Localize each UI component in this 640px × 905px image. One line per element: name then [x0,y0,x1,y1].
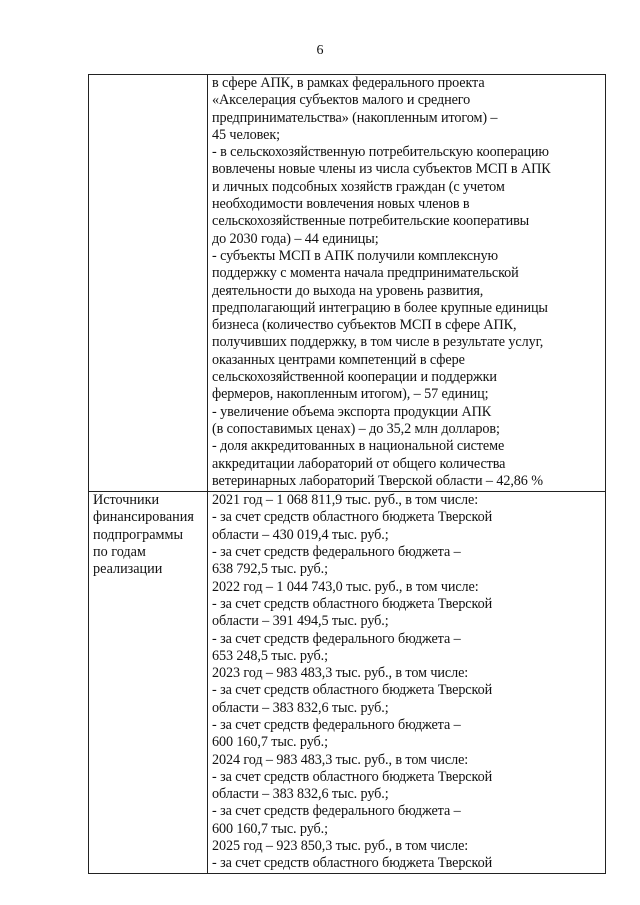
content-text-line: - увеличение объема экспорта продукции АПК [212,403,492,420]
content-text-line: области – 430 019,4 тыс. руб.; [212,526,389,543]
financing-content [212,492,602,873]
content-text-line: сельскохозяйственной кооперации и поддержки [212,369,497,386]
content-text-line: 638 792,5 тыс. руб.; [212,561,328,578]
content-text-line: и личных подсобных хозяйств граждан (с учетом [212,178,505,195]
content-text-line: получивших поддержку, в том числе в результате услуг, [212,334,544,351]
results-label-cell [89,75,208,492]
content-text-line: - доля аккредитованных в национальной системе [212,438,505,455]
content-text-line: поддержку с момента начала предпринимательской [212,265,519,282]
content-text-line: (в сопоставимых ценах) – до 35,2 млн долларов; [212,420,500,437]
content-text-line: 653 248,5 тыс. руб.; [212,647,328,664]
content-text-line: необходимости вовлечения новых членов в [212,196,470,213]
content-text-line: «Акселерация субъектов малого и среднего [212,92,471,109]
content-text-line: 45 человек; [212,126,280,143]
content-text-line: области – 383 832,6 тыс. руб.; [212,786,389,803]
content-text-line: - за счет средств областного бюджета Тверской [212,768,493,785]
content-text-line: 2021 год – 1 068 811,9 тыс. руб., в том числе: [212,492,479,509]
passport-table [88,74,606,874]
content-text-line: - за счет средств областного бюджета Тверской [212,855,493,872]
content-text-line: аккредитации лабораторий от общего количества [212,455,506,472]
content-text-line: - за счет средств федерального бюджета – [212,716,461,733]
content-text-line: 2022 год – 1 044 743,0 тыс. руб., в том числе: [212,578,479,595]
table-row-financing [89,492,606,874]
content-text-line: вовлечены новые члены из числа субъектов МСП в АПК [212,161,551,178]
content-text-line: ветеринарных лабораторий Тверской области – 42,86 % [212,472,543,489]
content-text-line: - субъекты МСП в АПК получили комплексную [212,247,498,264]
results-content-cell [208,75,606,492]
content-text-line: оказанных центрами компетенций в сфере [212,351,465,368]
content-text-line: до 2030 года) – 44 единицы; [212,230,379,247]
content-text-line: - в сельскохозяйственную потребительскую кооперацию [212,144,549,161]
content-text-line: - за счет средств областного бюджета Тверской [212,509,493,526]
content-text-line: фермеров, накопленным итогом), – 57 единиц; [212,386,489,403]
content-text-line: 600 160,7 тыс. руб.; [212,820,328,837]
results-content [212,75,602,490]
content-text-line: 2025 год – 923 850,3 тыс. руб., в том числе: [212,838,469,855]
content-text-line: 2024 год – 983 483,3 тыс. руб., в том числе: [212,751,469,768]
label-text-line: Источники [93,492,160,509]
content-text-line: 2023 год – 983 483,3 тыс. руб., в том числе: [212,665,469,682]
content-text-line: области – 391 494,5 тыс. руб.; [212,613,389,630]
content-text-line: - за счет средств областного бюджета Тверской [212,595,493,612]
label-text-line: подпрограммы [93,526,183,543]
content-text-line: сельскохозяйственные потребительские кооперативы [212,213,530,230]
financing-label [93,492,204,578]
content-text-line: бизнеса (количество субъектов МСП в сфере АПК, [212,317,517,334]
content-text-line: предпринимательства» (накопленным итогом) – [212,109,498,126]
financing-label-cell [89,492,208,874]
label-text-line: по годам [93,544,146,561]
content-text-line: области – 383 832,6 тыс. руб.; [212,699,389,716]
content-text-line: - за счет средств областного бюджета Тверской [212,682,493,699]
label-text-line: финансирования [93,509,194,526]
content-text-line: деятельности до выхода на уровень развития, [212,282,484,299]
financing-content-cell [208,492,606,874]
content-text-line: - за счет средств федерального бюджета – [212,803,461,820]
content-text-line: в сфере АПК, в рамках федерального проекта [212,75,485,91]
content-text-line: - за счет средств федерального бюджета – [212,544,461,561]
content-text-line: 600 160,7 тыс. руб.; [212,734,328,751]
content-text-line: предполагающий интеграцию в более крупные единицы [212,299,548,316]
table-row-results [89,75,606,492]
label-text-line: реализации [93,561,163,578]
content-text-line: - за счет средств федерального бюджета – [212,630,461,647]
page-number: 6 [316,43,324,58]
